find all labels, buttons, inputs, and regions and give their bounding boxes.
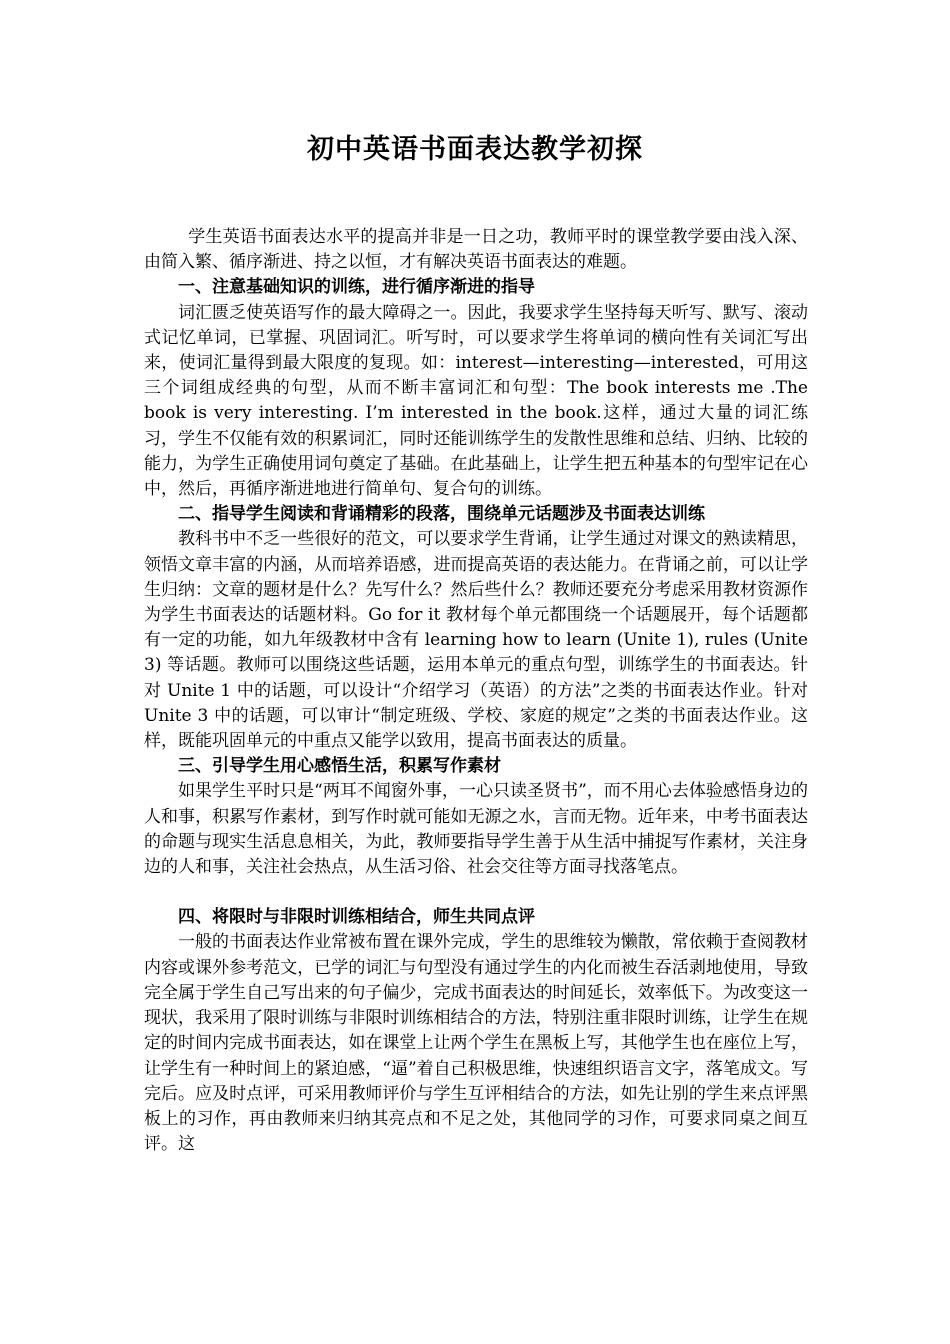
blank-line <box>144 880 808 905</box>
section-2-paragraph: 教科书中不乏一些很好的范文，可以要求学生背诵，让学生通过对课文的熟读精思，领悟文章丰富的内涵，从而培养语感，进而提高英语的表达能力。在背诵之前，可以让学生归纳：文章的题材是什么？先写什么？然后些什么？教师还要充分考虑采用教材资源作为学生书面表达的话题材料。Go for it 教材每个单元都围绕一个话题展开，每个话题都有一定的功能，如九年级教材中含有 learning how to learn (Unite 1), rules (Unite 3) 等话题。教师可以围绕这些话题，运用本单元的重点句型，训练学生的书面表达。针对 Unite 1 中的话题，可以设计“介绍学习（英语）的方法”之类的书面表达作业。针对 Unite 3 中的话题，可以审计“制定班级、学校、家庭的规定”之类的书面表达作业。这样，既能巩固单元的中重点又能学以致用，提高书面表达的质量。 <box>144 529 808 752</box>
section-4-paragraph: 一般的书面表达作业常被布置在课外完成，学生的思维较为懒散，常依赖于查阅教材内容或课外参考范文，已学的词汇与句型没有通过学生的内化而被生吞活剥地使用，导致完全属于学生自己写出来的句子偏少，完成书面表达的时间延长，效率低下。为改变这一现状，我采用了限时训练与非限时训练相结合的方法，特别注重非限时训练，让学生在规定的时间内完成书面表达，如在课堂上让两个学生在黑板上写，其他学生也在座位上写，让学生有一种时间上的紧迫感，“逼”着自己积极思维，快速组织语言文字，落笔成文。写完后。应及时点评，可采用教师评价与学生互评相结合的方法，如先让别的学生来点评黑板上的习作，再由教师来归纳其亮点和不足之处，其他同学的习作，可要求同桌之间互评。这 <box>144 932 808 1155</box>
section-1-paragraph: 词汇匮乏使英语写作的最大障碍之一。因此，我要求学生坚持每天听写、默写、滚动式记忆单词，已掌握、巩固词汇。听写时，可以要求学生将单词的横向性有关词汇写出来，使词汇量得到最大限度的复现。如：interest—interesting—interested，可用这三个词组成经典的句型，从而不断丰富词汇和句型：The book interests me .The book is very interesting. I’m interested in the book.这样，通过大量的词汇练习，学生不仅能有效的积累词汇，同时还能训练学生的发散性思维和总结、归纳、比较的能力，为学生正确使用词句奠定了基础。在此基础上，让学生把五种基本的句型牢记在心中，然后，再循序渐进地进行简单句、复合句的训练。 <box>144 302 808 500</box>
section-1-heading: 一、注意基础知识的训练，进行循序渐进的指导 <box>178 277 535 298</box>
document-title: 初中英语书面表达教学初探 <box>307 134 643 165</box>
document-body <box>144 225 808 1157</box>
intro-paragraph: 学生英语书面表达水平的提高并非是一日之功，教师平时的课堂教学要由浅入深、由简入繁、循序渐进、持之以恒，才有解决英语书面表达的难题。 <box>144 227 808 273</box>
section-2-heading: 二、指导学生阅读和背诵精彩的段落，围绕单元话题涉及书面表达训练 <box>178 504 705 525</box>
section-3-heading: 三、引导学生用心感悟生活，积累写作素材 <box>178 756 501 777</box>
section-3-paragraph: 如果学生平时只是“两耳不闻窗外事，一心只读圣贤书”，而不用心去体验感悟身边的人和事，积累写作素材，到写作时就可能如无源之水，言而无物。近年来，中考书面表达的命题与现实生活息息相关，为此，教师要指导学生善于从生活中捕捉写作素材，关注身边的人和事，关注社会热点，从生活习俗、社会交往等方面寻找落笔点。 <box>144 781 808 878</box>
section-4-heading: 四、将限时与非限时训练相结合，师生共同点评 <box>178 907 535 928</box>
